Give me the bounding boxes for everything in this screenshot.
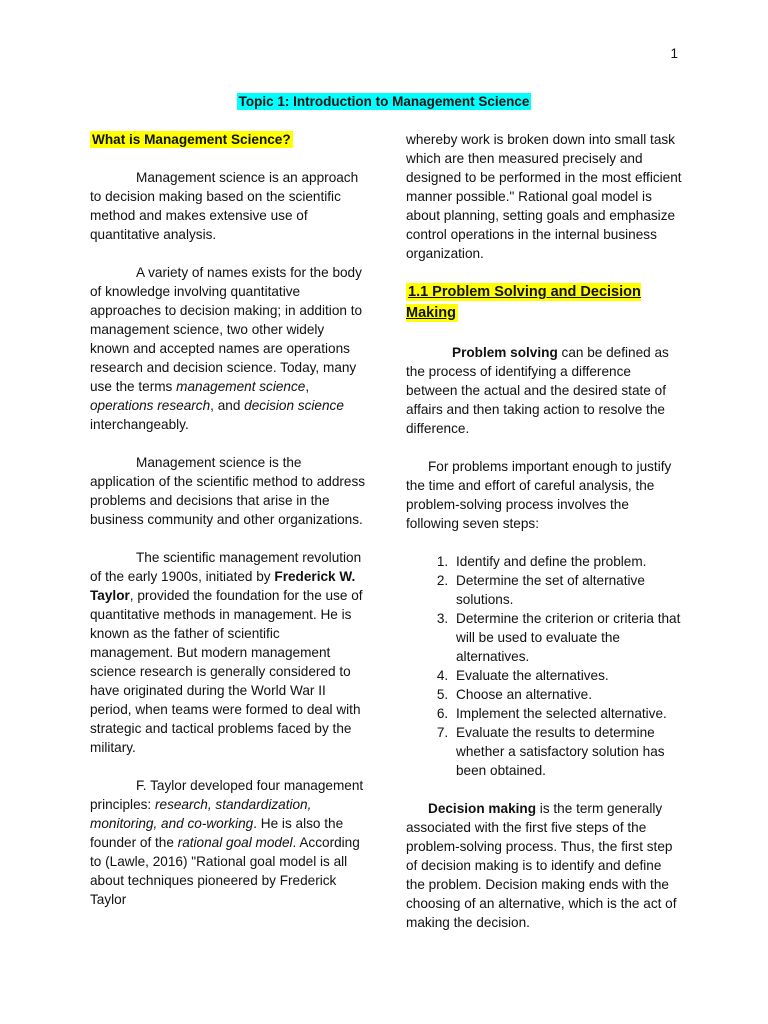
paragraph-continuation: whereby work is broken down into small task which are then measured precisely and designed to be performed in the most efficient manner possible." Rational goal model is about planning, setting goals and emphasize control operations in the internal business organization. — [406, 132, 682, 261]
paragraph-text: , — [305, 379, 310, 394]
emphasis-term: rational goal model — [177, 835, 293, 850]
paragraph-text: is the term generally associated with the first five steps of the problem-solving process. Thus, the first step of decision making is to identify and define the problem. Decision making ends with the choosing of an alternative, which is the act of making the decision. — [406, 801, 677, 930]
paragraph-text: The scientific management revolution of the early 1900s, initiated by — [90, 550, 362, 584]
section-heading-problem-solving — [406, 282, 682, 324]
section-heading-what-is — [90, 130, 366, 149]
section-heading-text: 1.1 Problem Solving and Decision Making — [406, 284, 641, 321]
emphasis-term: management science — [176, 379, 306, 394]
list-item: 5. Choose an alternative. — [452, 685, 682, 704]
paragraph-history — [90, 548, 366, 757]
section-heading-text: What is Management Science? — [92, 132, 291, 147]
list-item: 7. Evaluate the results to determine whether a satisfactory solution has been obtained. — [452, 723, 682, 780]
emphasis-term: research, standardization, monitoring, and co-working — [90, 797, 312, 831]
page-number: 1 — [670, 46, 678, 61]
paragraph-application: Management science is the application of the scientific method to address problems and decisions that arise in the business community and other organizations. — [90, 455, 366, 527]
paragraph-steps-intro: For problems important enough to justify the time and effort of careful analysis, the problem-solving process involves the following seven steps: — [406, 459, 672, 531]
paragraph-decision-making — [406, 799, 682, 932]
paragraph-text: F. Taylor developed four management principles: — [90, 778, 364, 812]
emphasis-term: decision science — [244, 398, 344, 413]
paragraph-text: , provided the foundation for the use of quantitative methods in management. He is known as the father of scientific management. But modern management science research is generally considered to have originated during the World War II period, when teams were formed to deal with strategic and tactical problems faced by the military. — [90, 588, 363, 755]
paragraph-names — [90, 263, 366, 434]
paragraph-text: . According to (Lawle, 2016) "Rational goal model is all about techniques pioneered by Frederick Taylor — [90, 835, 360, 907]
left-column — [90, 130, 366, 928]
list-item: 3. Determine the criterion or criteria that will be used to evaluate the alternatives. — [452, 609, 682, 666]
paragraph-text: A variety of names exists for the body of knowledge involving quantitative approaches to decision making; in addition to management science, two other widely known and accepted names are operations research and decision science. Today, many use the terms — [90, 265, 363, 394]
bold-term: Decision making — [428, 801, 537, 816]
list-item: 6. Implement the selected alternative. — [452, 704, 682, 723]
bold-name: Frederick W. Taylor — [90, 569, 356, 603]
emphasis-term: operations research — [90, 398, 211, 413]
document-title-container — [0, 94, 768, 109]
paragraph-problem-solving — [406, 343, 682, 438]
list-item: 2. Determine the set of alternative solutions. — [452, 571, 682, 609]
paragraph-text: interchangeably. — [90, 417, 189, 432]
bold-term: Problem solving — [452, 345, 558, 360]
list-item: 4. Evaluate the alternatives. — [452, 666, 682, 685]
document-title: Topic 1: Introduction to Management Science — [238, 94, 530, 109]
paragraph-text: can be defined as the process of identifying a difference between the actual and the desired state of affairs and then taking action to resolve the difference. — [406, 345, 669, 436]
paragraph-definition: Management science is an approach to decision making based on the scientific method and makes extensive use of quantitative analysis. — [90, 170, 359, 242]
steps-list — [406, 552, 682, 780]
right-column — [406, 130, 682, 951]
list-item: 1. Identify and define the problem. — [452, 552, 682, 571]
paragraph-text: , and — [210, 398, 245, 413]
paragraph-taylor-principles — [90, 776, 366, 909]
paragraph-text: . He is also the founder of the — [90, 816, 344, 850]
